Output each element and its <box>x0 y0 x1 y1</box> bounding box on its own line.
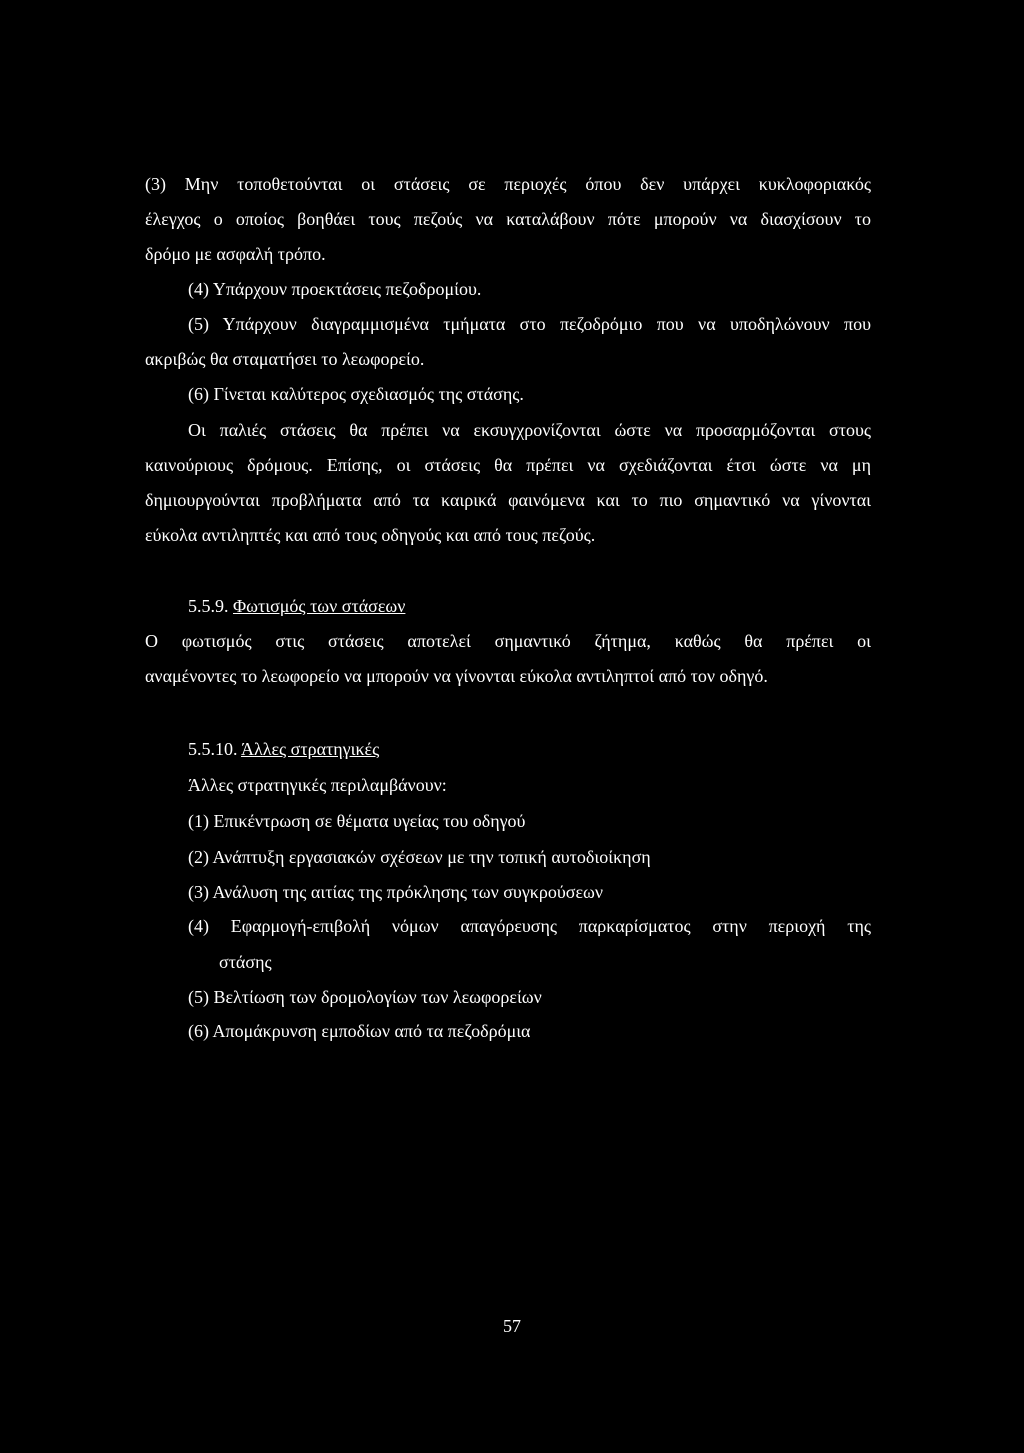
strategy-item-4-line-1: (4) Εφαρμογή-επιβολή νόμων απαγόρευσης παρκαρίσματος στην περιοχή της <box>188 916 871 936</box>
list-item-3-line-3: δρόμο με ασφαλή τρόπο. <box>145 244 326 264</box>
section-heading-5-5-9 <box>188 594 405 618</box>
list-item-4: (4) Υπάρχουν προεκτάσεις πεζοδρομίου. <box>188 279 482 299</box>
lighting-paragraph-line-2: αναμένοντες το λεωφορείο να μπορούν να γίνονται εύκολα αντιληπτοί από τον οδηγό. <box>145 666 768 686</box>
list-item-3-line-2: έλεγχος ο οποίος βοηθάει τους πεζούς να καταλάβουν πότε μπορούν να διασχίσουν το <box>145 209 871 229</box>
section-title: Φωτισμός των στάσεων <box>233 596 406 616</box>
page-number: 57 <box>503 1316 521 1336</box>
section-number: 5.5.9. <box>188 596 229 616</box>
section-heading-5-5-10 <box>188 737 379 761</box>
strategy-item-5: (5) Βελτίωση των δρομολογίων των λεωφορείων <box>188 987 542 1007</box>
list-item-3-line-1: (3) Μην τοποθετούνται οι στάσεις σε περιοχές όπου δεν υπάρχει κυκλοφοριακός <box>145 174 871 194</box>
list-item-6: (6) Γίνεται καλύτερος σχεδιασμός της στάσης. <box>188 384 524 404</box>
strategy-item-1: (1) Επικέντρωση σε θέματα υγείας του οδηγού <box>188 811 526 831</box>
list-item-5-line-2: ακριβώς θα σταματήσει το λεωφορείο. <box>145 349 425 369</box>
paragraph-old-stops-line-4: εύκολα αντιληπτές και από τους οδηγούς και από τους πεζούς. <box>145 525 596 545</box>
list-item-5-line-1: (5) Υπάρχουν διαγραμμισμένα τμήματα στο πεζοδρόμιο που να υποδηλώνουν που <box>188 314 871 334</box>
strategy-item-4-line-2: στάσης <box>219 952 272 972</box>
strategy-item-2: (2) Ανάπτυξη εργασιακών σχέσεων με την τοπική αυτοδιοίκηση <box>188 847 651 867</box>
lighting-paragraph-line-1: Ο φωτισμός στις στάσεις αποτελεί σημαντικό ζήτημα, καθώς θα πρέπει οι <box>145 631 871 651</box>
paragraph-old-stops-line-2: καινούριους δρόμους. Επίσης, οι στάσεις θα πρέπει να σχεδιάζονται έτσι ώστε να μη <box>145 455 871 475</box>
strategies-intro: Άλλες στρατηγικές περιλαμβάνουν: <box>188 775 447 795</box>
strategy-item-6: (6) Απομάκρυνση εμποδίων από τα πεζοδρόμια <box>188 1021 531 1041</box>
strategy-item-3: (3) Ανάλυση της αιτίας της πρόκλησης των συγκρούσεων <box>188 882 603 902</box>
paragraph-old-stops-line-1: Οι παλιές στάσεις θα πρέπει να εκσυγχρονίζονται ώστε να προσαρμόζονται στους <box>188 420 871 440</box>
section-number: 5.5.10. <box>188 739 238 759</box>
section-title: Άλλες στρατηγικές <box>241 739 380 759</box>
paragraph-old-stops-line-3: δημιουργούνται προβλήματα από τα καιρικά φαινόμενα και το πιο σημαντικό να γίνονται <box>145 490 871 510</box>
